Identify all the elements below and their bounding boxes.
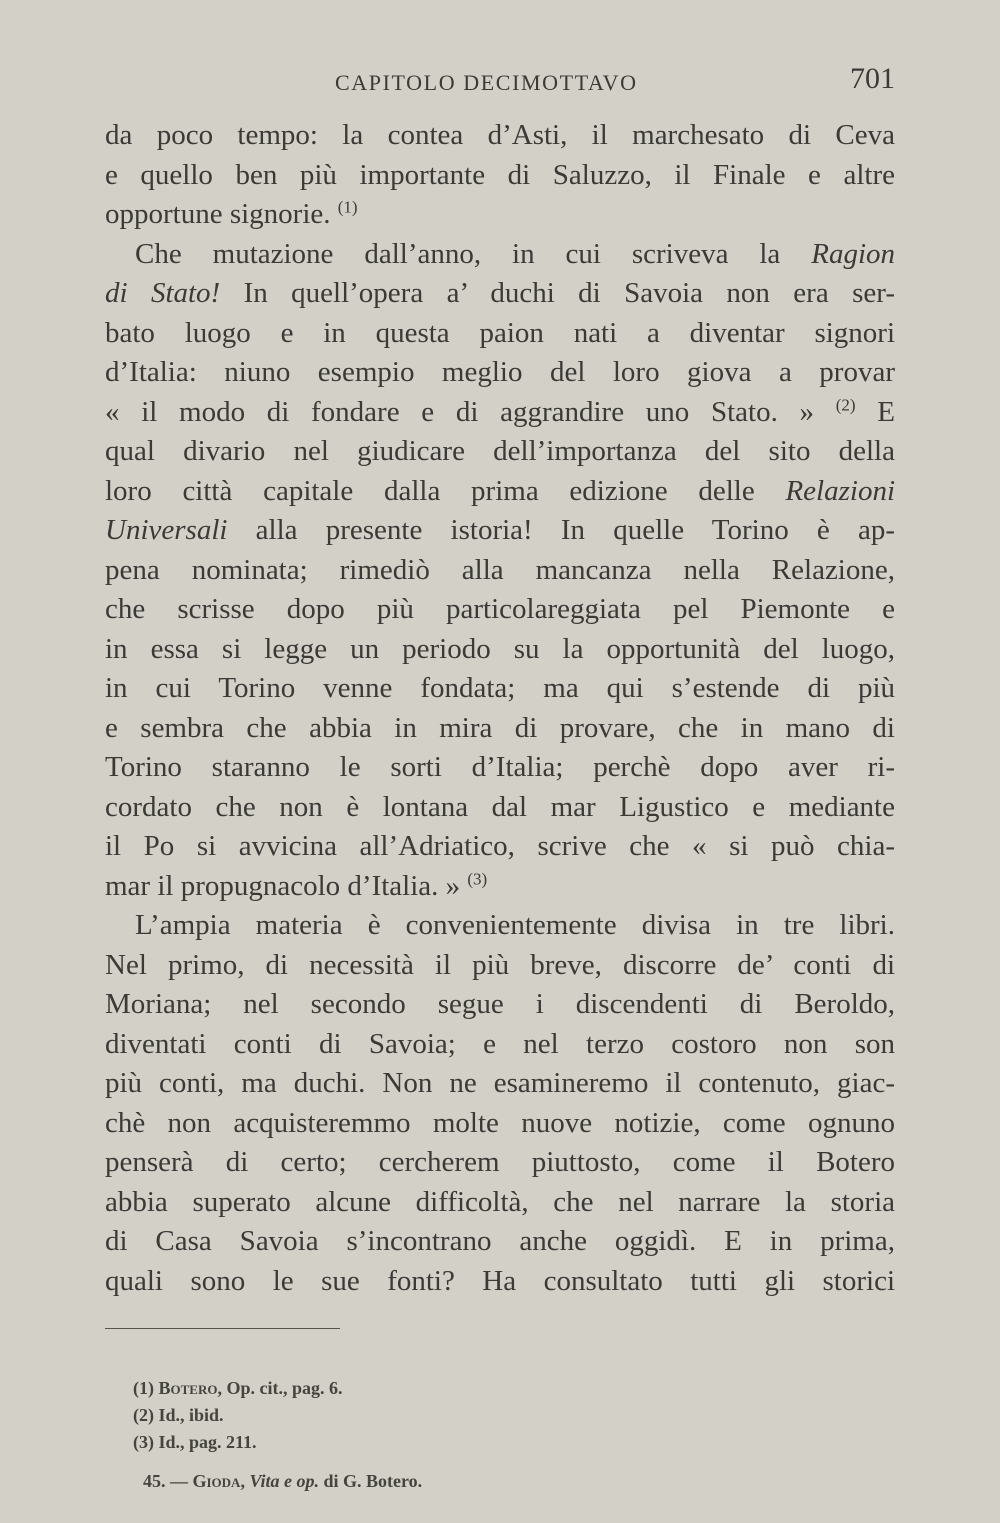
text-line: che scrisse dopo più particolareggiata pel Piemonte e: [105, 593, 895, 625]
text-line: penserà di certo; cercherem piuttosto, come il Botero: [105, 1146, 895, 1178]
text-line: chè non acquisteremmo molte nuove notizie, come ognuno: [105, 1106, 895, 1139]
text-line: diventati conti di Savoia; e nel terzo costoro non son: [105, 1027, 895, 1060]
text-line: Nel primo, di necessità il più breve, discorre de’ conti di: [105, 948, 895, 981]
text-line: Moriana; nel secondo segue i discendenti di Beroldo,: [105, 988, 895, 1020]
running-head: [105, 62, 895, 98]
text-line: bato luogo e in questa paion nati a diventar signori: [105, 316, 895, 349]
text-line: L’ampia materia è convenientemente divisa in tre libri.: [135, 909, 895, 941]
page-number: 701: [850, 62, 895, 95]
text-line: e quello ben più importante di Saluzzo, il Finale e altre: [105, 158, 895, 191]
text-line: cordato che non è lontana dal mar Ligustico e mediante: [105, 790, 895, 823]
signature-line: 45. — Gioda, Vita e op. di G. Botero.: [143, 1471, 423, 1491]
text-line: loro città capitale dalla prima edizione delle Relazioni: [105, 474, 896, 507]
footnote-rule: [105, 1328, 340, 1329]
footnotes: [133, 1375, 833, 1456]
text-line: di Casa Savoia s’incontrano anche oggidì. E in prima,: [105, 1225, 895, 1257]
footnote: (1) Botero, Op. cit., pag. 6.: [133, 1378, 343, 1398]
text-line: « il modo di fondare e di aggrandire uno Stato. » $^{(2)}$ E: [105, 394, 895, 428]
text-line: più conti, ma duchi. Non ne esamineremo il contenuto, giac-: [105, 1067, 895, 1099]
footnote: (3) Id., pag. 211.: [133, 1432, 257, 1452]
text-line: e sembra che abbia in mira di provare, che in mano di: [105, 711, 895, 744]
text-line: abbia superato alcune difficoltà, che nel narrare la storia: [105, 1185, 895, 1218]
text-line: qual divario nel giudicare dell’importanza del sito della: [105, 435, 895, 467]
footnote-ref: (3): [467, 868, 488, 888]
body-text: [105, 116, 895, 1301]
text-line: opportune signorie. $^{(1)}$: [105, 197, 358, 230]
text-line: quali sono le sue fonti? Ha consultato tutti gli storici: [105, 1264, 895, 1297]
chapter-title: CAPITOLO DECIMOTTAVO: [335, 70, 638, 95]
text-line: di Stato! In quell’opera a’ duchi di Savoia non era ser-: [105, 277, 895, 309]
footnote-ref: (2): [835, 394, 856, 414]
text-line: Torino staranno le sorti d’Italia; perchè dopo aver ri-: [105, 751, 895, 783]
footnote-ref: (1): [337, 197, 358, 217]
text-line: in cui Torino venne fondata; ma qui s’estende di più: [105, 672, 895, 704]
text-line: d’Italia: niuno esempio meglio del loro giova a provar: [105, 356, 895, 388]
text-line: Che mutazione dall’anno, in cui scriveva la Ragion: [135, 237, 896, 270]
text-line: il Po si avvicina all’Adriatico, scrive che « si può chia-: [105, 830, 895, 862]
text-line: mar il propugnacolo d’Italia. » $^{(3)}$: [105, 868, 488, 902]
text-line: da poco tempo: la contea d’Asti, il marchesato di Ceva: [105, 119, 895, 151]
text-line: Universali alla presente istoria! In quelle Torino è ap-: [105, 514, 896, 546]
text-line: pena nominata; rimediò alla mancanza nella Relazione,: [105, 553, 895, 586]
footnote: (2) Id., ibid.: [133, 1405, 224, 1425]
text-line: in essa si legge un periodo su la opportunità del luogo,: [105, 632, 895, 665]
